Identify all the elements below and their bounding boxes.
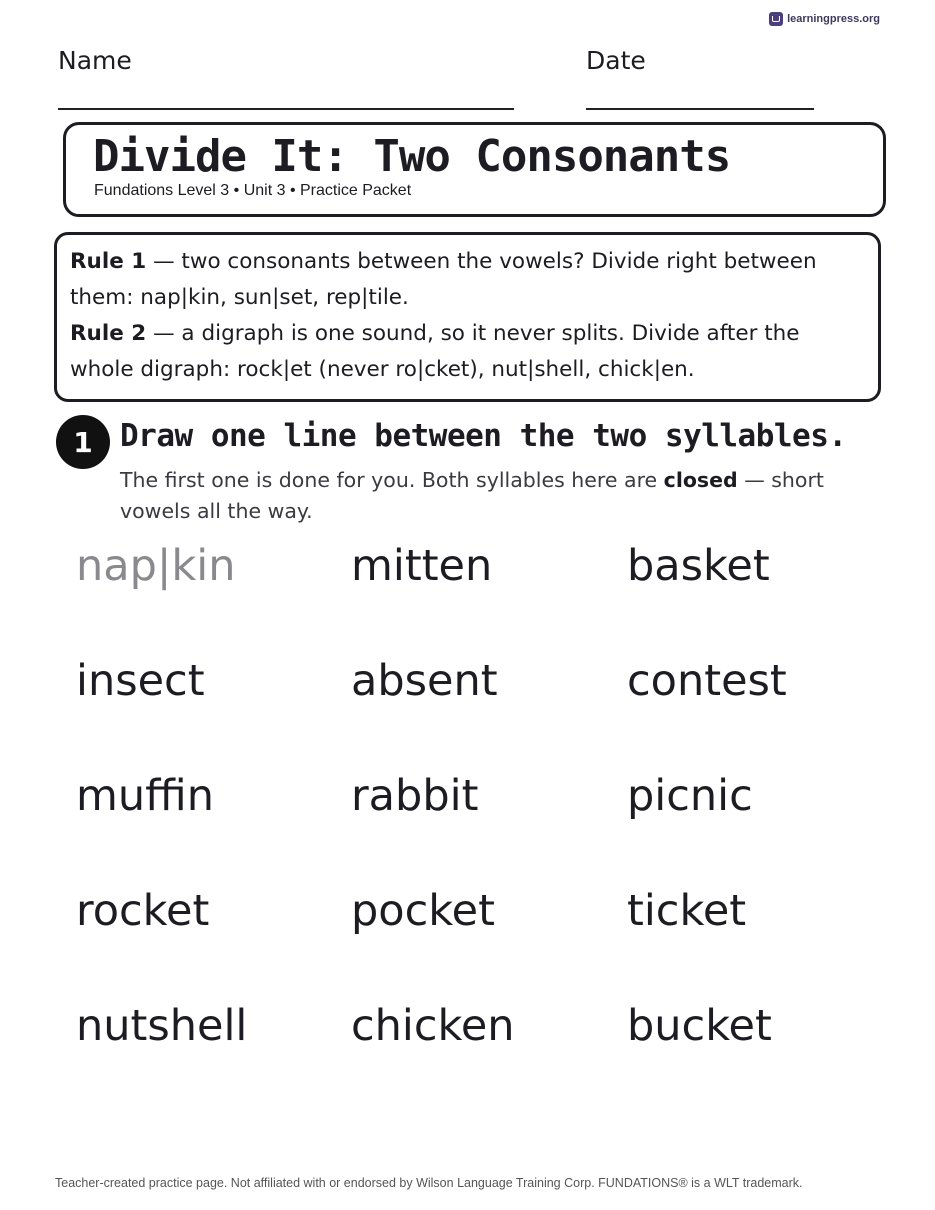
- word-item[interactable]: picnic: [627, 771, 753, 821]
- question-instructions: [120, 465, 880, 527]
- word-item[interactable]: bucket: [627, 1001, 772, 1051]
- word-item[interactable]: muffin: [76, 771, 214, 821]
- date-field[interactable]: [586, 108, 814, 110]
- rule-1: [70, 244, 866, 316]
- instructions-text-1: The first one is done for you. Both syllables here are: [120, 468, 664, 492]
- word-item[interactable]: pocket: [351, 886, 495, 936]
- word-item[interactable]: nutshell: [76, 1001, 248, 1051]
- rule-1-text: — two consonants between the vowels? Divide right between them: nap|kin, sun|set, rep|tile.: [70, 249, 817, 310]
- word-item[interactable]: ticket: [627, 886, 747, 936]
- book-icon: [769, 12, 783, 26]
- brand: [769, 12, 880, 26]
- rule-2-label: Rule 2: [70, 321, 147, 346]
- name-label: Name: [58, 46, 132, 75]
- word-item[interactable]: insect: [76, 656, 205, 706]
- title-box: [63, 122, 886, 217]
- date-label: Date: [586, 46, 646, 75]
- page-subtitle: Fundations Level 3 • Unit 3 • Practice Packet: [94, 182, 412, 199]
- word-item[interactable]: rocket: [76, 886, 210, 936]
- word-item[interactable]: contest: [627, 656, 787, 706]
- rule-2: [70, 316, 866, 388]
- rule-1-label: Rule 1: [70, 249, 147, 274]
- brand-text: learningpress.org: [787, 13, 880, 25]
- word-item[interactable]: mitten: [351, 541, 493, 591]
- word-item[interactable]: absent: [351, 656, 498, 706]
- example-word: nap|kin: [76, 541, 236, 591]
- question-number: 1: [56, 415, 110, 469]
- name-field[interactable]: [58, 108, 514, 110]
- word-item[interactable]: basket: [627, 541, 770, 591]
- question-title: Draw one line between the two syllables.: [120, 418, 847, 454]
- footer-disclaimer: Teacher-created practice page. Not affiliated with or endorsed by Wilson Language Training Corp. FUNDATIONS® is a WLT trademark.: [55, 1176, 803, 1190]
- instructions-bold: closed: [663, 468, 738, 492]
- instructions-text-2: — short vowels all the way.: [120, 468, 824, 523]
- rule-2-text: — a digraph is one sound, so it never splits. Divide after the whole digraph: rock|et (never ro|cket), nut|shell, chick|en.: [70, 321, 800, 382]
- rule-box: [54, 232, 881, 402]
- word-item[interactable]: chicken: [351, 1001, 515, 1051]
- page-title: Divide It: Two Consonants: [93, 131, 731, 182]
- word-item[interactable]: rabbit: [351, 771, 479, 821]
